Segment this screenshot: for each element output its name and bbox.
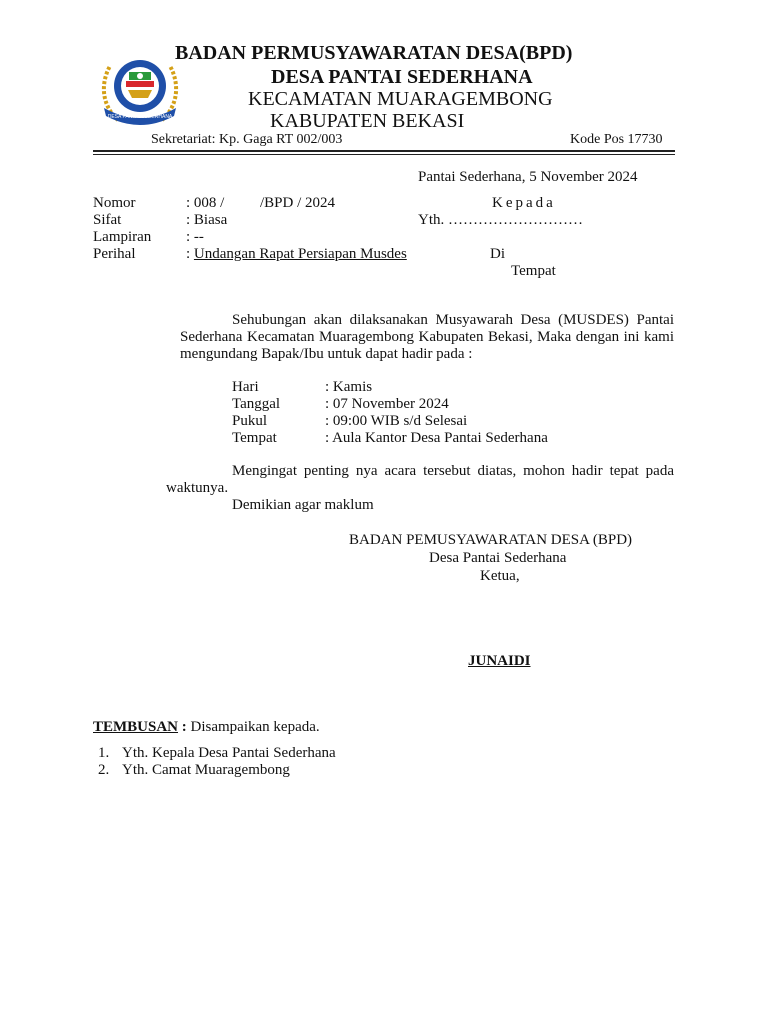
yth-line: Yth. ……………………… (418, 212, 583, 228)
tembusan-item-2-text: Yth. Camat Muaragembong (122, 762, 290, 778)
detail-hari-label: Hari (232, 379, 259, 395)
sifat-value: : Biasa (186, 212, 228, 228)
nomor-label: Nomor (93, 195, 136, 211)
detail-tempat-label: Tempat (232, 430, 277, 446)
detail-tempat-value: : Aula Kantor Desa Pantai Sederhana (325, 430, 548, 446)
svg-text:DESA PANTAI SEDERHANA: DESA PANTAI SEDERHANA (107, 114, 173, 120)
detail-hari-value: : Kamis (325, 379, 373, 395)
signature-desa: Desa Pantai Sederhana (429, 550, 567, 566)
di-label: Di (490, 246, 505, 262)
signature-org: BADAN PEMUSYAWARATAN DESA (BPD) (349, 532, 633, 548)
intro-paragraph: Sehubungan akan dilaksanakan Musyawarah Desa (MUSDES) Pantai Sederhana Kecamatan Muaragembong Kabupaten Bekasi, Maka dengan ini kami mengundang Bapak/Ibu untuk dapat hadir pada : (180, 312, 674, 362)
header-desa: DESA PANTAI SEDERHANA (271, 66, 533, 88)
header-sekretariat: Sekretariat: Kp. Gaga RT 002/003 (151, 132, 343, 147)
header-kabupaten: KABUPATEN BEKASI (270, 110, 465, 132)
perihal-row (186, 246, 407, 263)
nomor-suffix: /BPD / 2024 (260, 195, 336, 211)
closing-line: Demikian agar maklum (232, 497, 374, 513)
tempat-label: Tempat (511, 263, 556, 279)
tembusan-item-2-num: 2. (98, 762, 110, 778)
detail-tanggal-label: Tanggal (232, 396, 281, 412)
tembusan-colon: : (178, 719, 191, 735)
lampiran-value: : -- (186, 229, 204, 245)
sifat-label: Sifat (93, 212, 122, 228)
tembusan-text: Disampaikan kepada. (190, 719, 320, 735)
tembusan-row (93, 719, 320, 736)
bpd-logo (96, 50, 184, 128)
detail-pukul-value: : 09:00 WIB s/d Selesai (325, 413, 468, 429)
lampiran-label: Lampiran (93, 229, 152, 245)
header-divider-thin (93, 154, 675, 155)
header-kecamatan: KECAMATAN MUARAGEMBONG (248, 88, 553, 110)
header-kode-pos: Kode Pos 17730 (570, 132, 663, 147)
detail-tanggal-value: : 07 November 2024 (325, 396, 449, 412)
tembusan-item-1-text: Yth. Kepala Desa Pantai Sederhana (122, 745, 336, 761)
perihal-value: Undangan Rapat Persiapan Musdes (193, 246, 407, 262)
kepada-label: Kepada (492, 195, 556, 211)
perihal-label: Perihal (93, 246, 136, 262)
nomor-value: : 008 / (186, 195, 225, 211)
date-line: Pantai Sederhana, 5 November 2024 (418, 169, 638, 185)
tembusan-label: TEMBUSAN (93, 719, 179, 735)
header-divider-thick (93, 150, 675, 152)
signature-role: Ketua, (480, 568, 520, 584)
signature-name: JUNAIDI (468, 653, 531, 669)
detail-pukul-label: Pukul (232, 413, 268, 429)
perihal-colon: : (186, 246, 194, 262)
reminder-paragraph: Mengingat penting nya acara tersebut diatas, mohon hadir tepat pada waktunya. (166, 463, 674, 496)
header-org: BADAN PERMUSYAWARATAN DESA(BPD) (175, 42, 573, 64)
tembusan-item-1-num: 1. (98, 745, 110, 761)
